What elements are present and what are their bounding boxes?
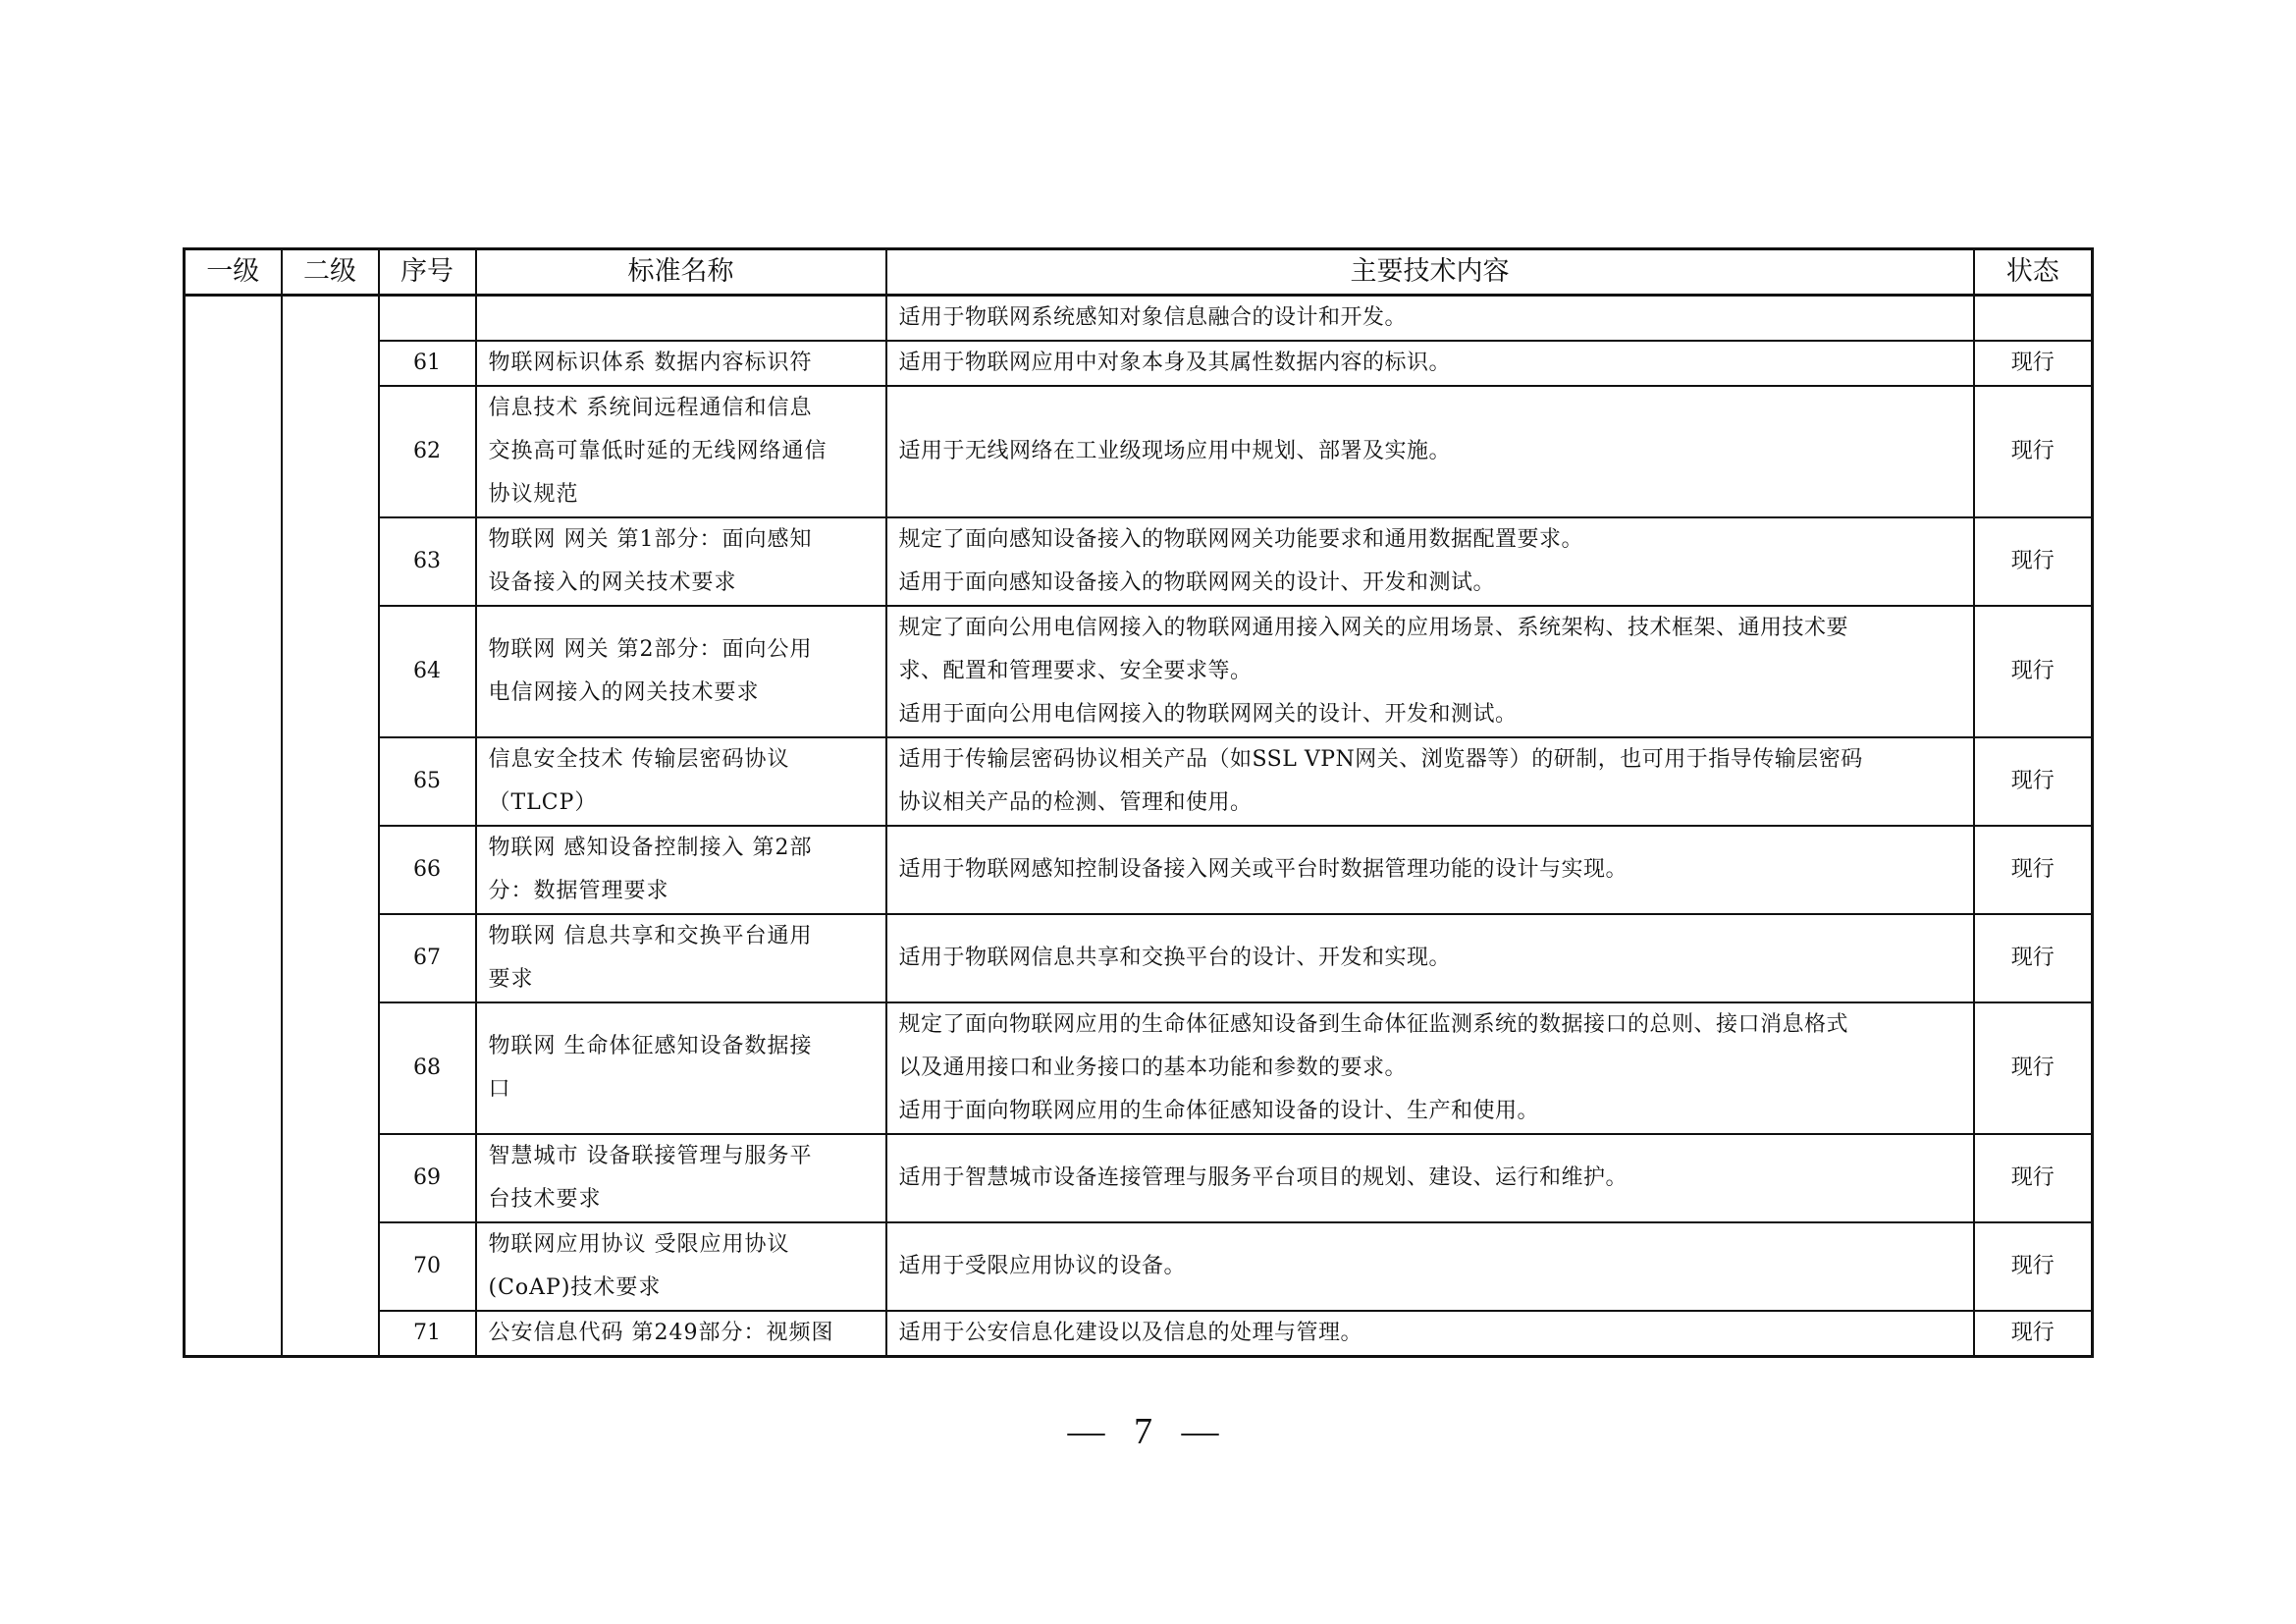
main-content [886, 1002, 1974, 1134]
status-cell: 现行 [1974, 826, 2093, 914]
row-index: 66 [379, 826, 476, 914]
standard-name-line: (CoAP)技术要求 [488, 1275, 662, 1300]
main-content [886, 914, 1974, 1002]
header-standard-name: 标准名称 [476, 249, 886, 296]
status-cell: 现行 [1974, 1134, 2093, 1222]
standard-name [476, 914, 886, 1002]
row-index: 64 [379, 606, 476, 737]
standard-name [476, 296, 886, 342]
standard-name-line: 信息安全技术 传输层密码协议 [488, 747, 790, 772]
main-content-line: 适用于物联网系统感知对象信息融合的设计和开发。 [898, 305, 1408, 330]
header-level1: 一级 [185, 249, 282, 296]
row-index: 70 [379, 1222, 476, 1311]
status-cell: 现行 [1974, 1222, 2093, 1311]
main-content-line: 适用于物联网感知控制设备接入网关或平台时数据管理功能的设计与实现。 [898, 857, 1629, 882]
table-row [185, 386, 2093, 517]
table-body [185, 296, 2093, 1357]
standard-name-line: 电信网接入的网关技术要求 [488, 680, 760, 705]
standard-name-line: 物联网标识体系 数据内容标识符 [488, 351, 813, 375]
standard-name-line: 物联网 网关 第1部分：面向感知 [488, 527, 813, 552]
standard-name [476, 737, 886, 826]
status-cell: 现行 [1974, 341, 2093, 386]
main-content [886, 517, 1974, 606]
main-content-line: 适用于物联网应用中对象本身及其属性数据内容的标识。 [898, 351, 1452, 375]
standard-name [476, 1134, 886, 1222]
main-content [886, 737, 1974, 826]
main-content-line: 适用于无线网络在工业级现场应用中规划、部署及实施。 [898, 439, 1452, 463]
standard-name [476, 1222, 886, 1311]
row-index: 68 [379, 1002, 476, 1134]
status-cell: 现行 [1974, 914, 2093, 1002]
main-content [886, 606, 1974, 737]
main-content-line: 规定了面向感知设备接入的物联网网关功能要求和通用数据配置要求。 [898, 527, 1584, 552]
status-cell: 现行 [1974, 517, 2093, 606]
standard-name-line: 设备接入的网关技术要求 [488, 570, 737, 595]
standard-name [476, 606, 886, 737]
status-cell [1974, 296, 2093, 342]
main-content-line: 适用于物联网信息共享和交换平台的设计、开发和实现。 [898, 946, 1452, 970]
standard-name-line: 口 [488, 1077, 511, 1102]
row-index: 62 [379, 386, 476, 517]
main-content [886, 1134, 1974, 1222]
header-level2: 二级 [282, 249, 379, 296]
main-content [886, 386, 1974, 517]
main-content-line: 以及通用接口和业务接口的基本功能和参数的要求。 [898, 1056, 1408, 1080]
status-cell: 现行 [1974, 1002, 2093, 1134]
standard-name-line: 台技术要求 [488, 1187, 602, 1212]
status-cell: 现行 [1974, 386, 2093, 517]
main-content-line: 适用于智慧城市设备连接管理与服务平台项目的规划、建设、运行和维护。 [898, 1165, 1629, 1190]
standard-name [476, 517, 886, 606]
table-row [185, 517, 2093, 606]
main-content-line: 求、配置和管理要求、安全要求等。 [898, 659, 1253, 683]
main-content-line: 规定了面向公用电信网接入的物联网通用接入网关的应用场景、系统架构、技术框架、通用技术要 [898, 616, 1849, 640]
standard-name-line: （TLCP） [488, 790, 598, 815]
table-row [185, 914, 2093, 1002]
header-main-content: 主要技术内容 [886, 249, 1974, 296]
main-content [886, 1222, 1974, 1311]
status-cell: 现行 [1974, 737, 2093, 826]
standard-name-line: 分：数据管理要求 [488, 879, 669, 903]
standards-table [183, 247, 2094, 1358]
main-content-line: 规定了面向物联网应用的生命体征感知设备到生命体征监测系统的数据接口的总则、接口消息格式 [898, 1012, 1849, 1037]
row-index: 65 [379, 737, 476, 826]
standard-name [476, 1002, 886, 1134]
table-row [185, 296, 2093, 342]
main-content [886, 341, 1974, 386]
main-content-line: 协议相关产品的检测、管理和使用。 [898, 790, 1253, 815]
header-status: 状态 [1974, 249, 2093, 296]
standard-name [476, 386, 886, 517]
main-content-line: 适用于受限应用协议的设备。 [898, 1254, 1187, 1278]
table-row [185, 606, 2093, 737]
standard-name-line: 交换高可靠低时延的无线网络通信 [488, 439, 828, 463]
main-content [886, 1311, 1974, 1357]
standard-name-line: 要求 [488, 967, 534, 992]
status-cell: 现行 [1974, 1311, 2093, 1357]
main-content-line: 适用于面向物联网应用的生命体征感知设备的设计、生产和使用。 [898, 1099, 1540, 1123]
standard-name [476, 826, 886, 914]
level2-cell [282, 296, 379, 1357]
standard-name-line: 智慧城市 设备联接管理与服务平 [488, 1144, 813, 1168]
standard-name [476, 341, 886, 386]
main-content-line: 适用于传输层密码协议相关产品（如SSL VPN网关、浏览器等）的研制，也可用于指导传输层密码 [898, 747, 1863, 772]
standard-name-line: 信息技术 系统间远程通信和信息 [488, 396, 813, 420]
standard-name-line: 协议规范 [488, 482, 579, 507]
row-index: 71 [379, 1311, 476, 1357]
header-index: 序号 [379, 249, 476, 296]
table-row [185, 826, 2093, 914]
table-row [185, 737, 2093, 826]
table-row [185, 1002, 2093, 1134]
level1-cell [185, 296, 282, 1357]
row-index: 63 [379, 517, 476, 606]
status-cell: 现行 [1974, 606, 2093, 737]
standard-name-line: 物联网 信息共享和交换平台通用 [488, 924, 813, 948]
row-index [379, 296, 476, 342]
main-content-line: 适用于面向感知设备接入的物联网网关的设计、开发和测试。 [898, 570, 1496, 595]
table-row [185, 1311, 2093, 1357]
main-content [886, 296, 1974, 342]
main-content-line: 适用于公安信息化建设以及信息的处理与管理。 [898, 1321, 1363, 1345]
row-index: 61 [379, 341, 476, 386]
table-row [185, 1134, 2093, 1222]
page-number: — 7 — [1067, 1411, 1229, 1452]
table-row [185, 341, 2093, 386]
standard-name-line: 物联网应用协议 受限应用协议 [488, 1232, 790, 1257]
row-index: 69 [379, 1134, 476, 1222]
main-content [886, 826, 1974, 914]
standard-name-line: 物联网 感知设备控制接入 第2部 [488, 836, 813, 860]
table-row [185, 1222, 2093, 1311]
standard-name-line: 物联网 生命体征感知设备数据接 [488, 1034, 813, 1058]
standard-name-line: 公安信息代码 第249部分：视频图 [488, 1321, 834, 1345]
table-header-row [185, 249, 2093, 296]
standard-name [476, 1311, 886, 1357]
main-content-line: 适用于面向公用电信网接入的物联网网关的设计、开发和测试。 [898, 702, 1518, 727]
standard-name-line: 物联网 网关 第2部分：面向公用 [488, 637, 813, 662]
row-index: 67 [379, 914, 476, 1002]
